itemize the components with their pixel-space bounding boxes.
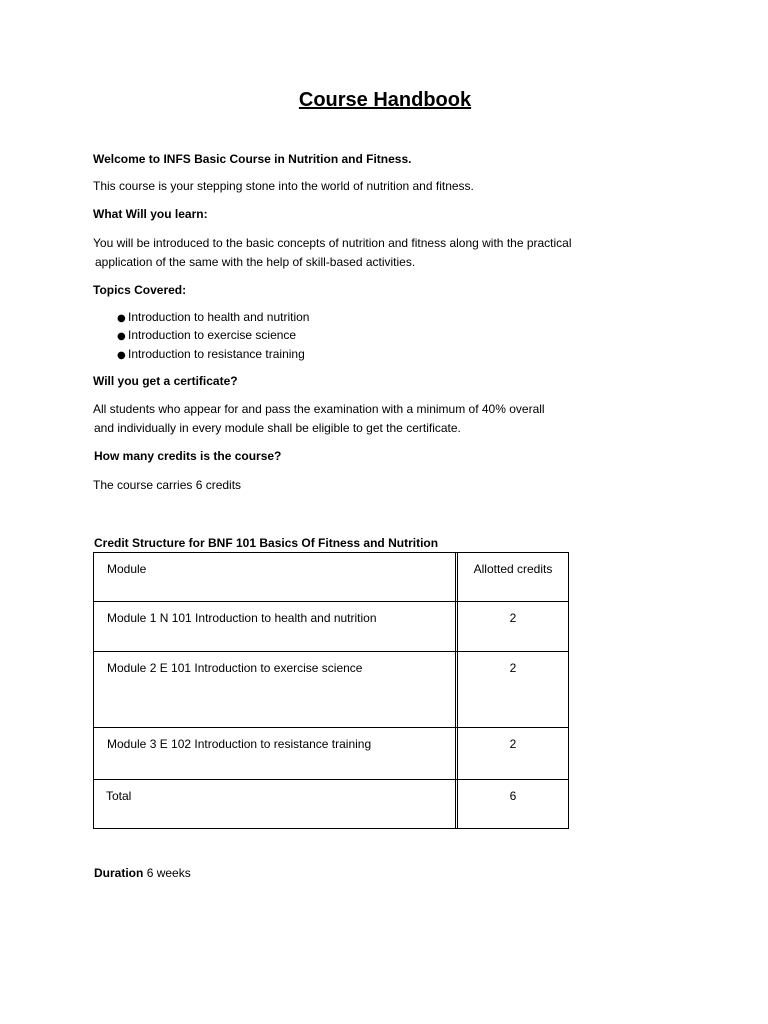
learn-text-line: You will be introduced to the basic concepts of nutrition and fitness along with the practical xyxy=(93,236,572,250)
header-module: Module xyxy=(94,553,458,601)
duration-label: Duration xyxy=(94,866,144,880)
total-label: Total xyxy=(94,780,458,828)
table-header-row xyxy=(94,553,568,602)
header-credits: Allotted credits xyxy=(473,562,553,576)
intro-text: This course is your stepping stone into the world of nutrition and fitness. xyxy=(93,179,474,193)
table-row xyxy=(94,728,568,780)
topic-list-item xyxy=(117,327,296,345)
topic-list-item xyxy=(117,346,305,364)
bullet-icon xyxy=(117,327,128,345)
table-total-row xyxy=(94,780,568,828)
module-cell: Module 2 E 101 Introduction to exercise science xyxy=(94,652,458,727)
total-credits: 6 xyxy=(509,789,517,803)
credits-cell: 2 xyxy=(509,661,517,675)
module-cell: Module 1 N 101 Introduction to health and nutrition xyxy=(94,602,458,651)
credits-cell: 2 xyxy=(509,737,517,751)
credits-cell: 2 xyxy=(509,611,517,625)
topic-label: Introduction to resistance training xyxy=(128,347,305,361)
topic-list-item xyxy=(117,309,309,327)
topics-heading: Topics Covered: xyxy=(93,283,187,297)
certificate-heading: Will you get a certificate? xyxy=(93,374,238,388)
duration-line xyxy=(94,865,191,881)
bullet-icon xyxy=(117,309,128,327)
credits-heading: How many credits is the course? xyxy=(94,449,282,463)
page-title: Course Handbook xyxy=(298,89,472,111)
certificate-text-line: and individually in every module shall be eligible to get the certificate. xyxy=(94,421,461,435)
credit-structure-table xyxy=(93,552,569,829)
welcome-text: Welcome to INFS Basic Course in Nutrition and Fitness. xyxy=(93,152,412,166)
topic-label: Introduction to health and nutrition xyxy=(128,310,310,324)
table-row xyxy=(94,602,568,652)
bullet-icon xyxy=(117,346,128,364)
duration-value: 6 weeks xyxy=(146,866,191,880)
learn-text-line: application of the same with the help of skill-based activities. xyxy=(95,255,416,269)
module-cell: Module 3 E 102 Introduction to resistance training xyxy=(94,728,458,779)
table-row xyxy=(94,652,568,728)
certificate-text-line: All students who appear for and pass the examination with a minimum of 40% overall xyxy=(93,402,545,416)
table-caption: Credit Structure for BNF 101 Basics Of Fitness and Nutrition xyxy=(94,536,439,550)
learn-heading: What Will you learn: xyxy=(93,207,208,221)
credits-text: The course carries 6 credits xyxy=(93,478,242,492)
topic-label: Introduction to exercise science xyxy=(128,328,297,342)
